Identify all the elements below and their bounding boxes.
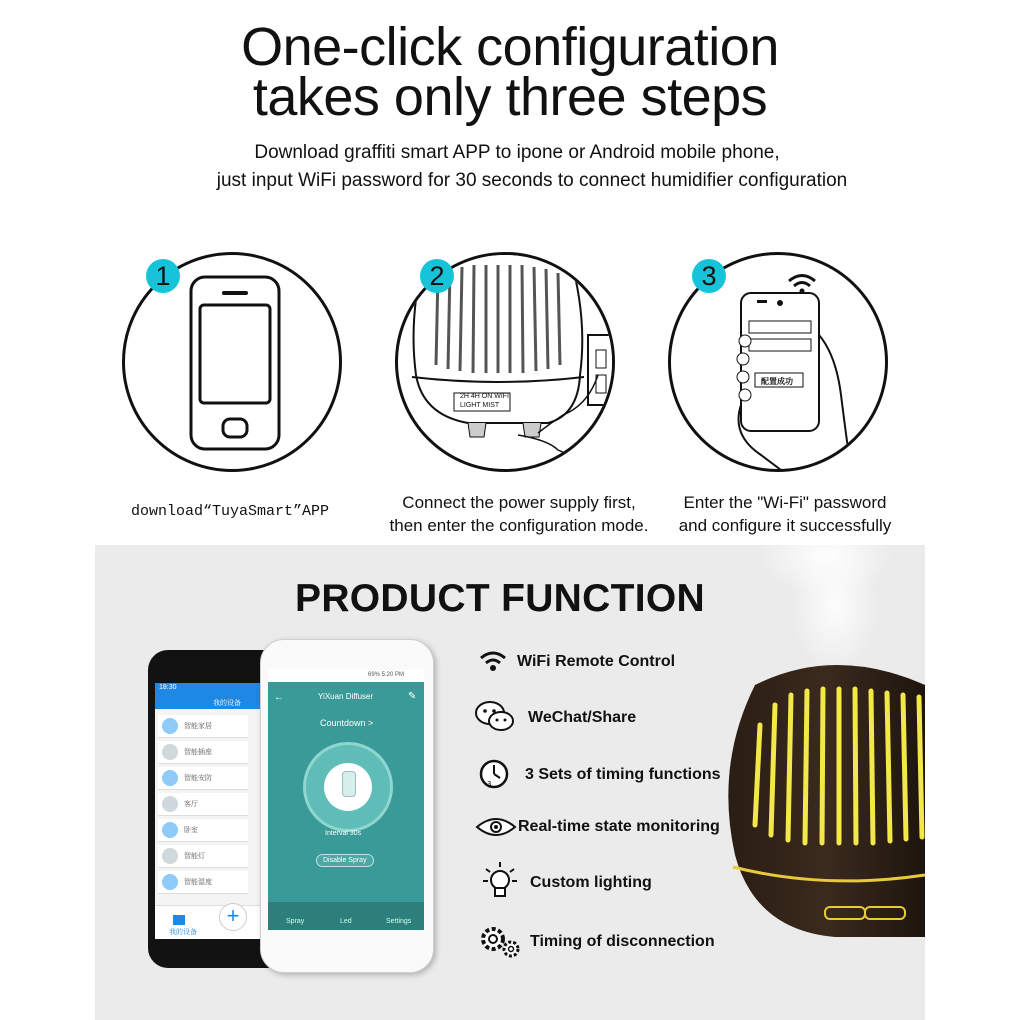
timer-icon [478,758,510,790]
subtitle-line2: just input WiFi password for 30 seconds to connect humidifier configuration [216,170,848,191]
svg-text:3: 3 [487,780,492,788]
step3-caption [660,491,910,537]
home-tab-label: 我的设备 [169,929,197,936]
device-row[interactable] [158,715,248,738]
device-avatar [162,718,178,734]
step2-caption [364,491,674,537]
interval-label: Interval 30s [325,830,362,837]
section-title: PRODUCT FUNCTION [295,577,705,620]
feature-timer [478,758,510,795]
eye-icon [475,815,517,839]
device-name: 智能插座 [184,749,212,756]
spray-dial[interactable] [303,742,393,832]
step2-caption-line2: then enter the configuration mode. [389,516,649,535]
add-device-button[interactable]: + [219,903,247,931]
device-name: 客厅 [184,801,198,808]
feature-label-disconnect: Timing of disconnection [530,933,715,950]
device-avatar [162,874,178,890]
device-name: 智能家居 [184,723,212,730]
headline [0,17,1020,127]
step1-badge: 1 [146,259,180,293]
device-row[interactable] [158,819,248,842]
phone-right-status: 69% 5:20 PM [368,672,405,678]
step2-caption-line1: Connect the power supply first, [402,493,636,512]
headline-line1: One-click configuration [241,17,779,77]
device-row[interactable] [158,741,248,764]
home-tab-icon[interactable] [173,915,185,925]
feature-wechat [474,700,516,739]
headline-line2: takes only three steps [252,67,768,127]
step3-caption-line2: and configure it successfully [678,516,892,535]
device-avatar [162,796,178,812]
tab-settings[interactable]: Settings [386,918,412,925]
wechat-icon [474,700,516,734]
device-avatar [162,770,178,786]
subtitle-line1: Download graffiti smart APP to ipone or Android mobile phone, [254,142,780,163]
step2-badge: 2 [420,259,454,293]
feature-label-lighting: Custom lighting [530,874,652,891]
device-row[interactable] [158,793,248,816]
feature-eye [475,815,517,844]
device-avatar [162,822,178,838]
disable-spray-button[interactable]: Disable Spray [316,854,374,867]
phone-right-screen [268,670,424,930]
diffuser-panel-label: 2H 4H ON WIFI [460,393,510,400]
feature-label-monitoring: Real-time state monitoring [518,818,720,835]
feature-label-wifi: WiFi Remote Control [517,653,676,670]
device-name: 卧室 [184,827,198,834]
device-name: 智能湿度 [184,879,212,886]
diffuser-panel-label2: LIGHT MIST [460,402,500,409]
device-avatar [162,744,178,760]
step3-caption-line1: Enter the "Wi-Fi" password [683,493,887,512]
device-title: YiXuan Diffuser [318,692,374,701]
edit-icon[interactable]: ✎ [408,691,417,702]
feature-wifi [478,648,508,677]
feature-gears [478,924,522,965]
feature-bulb [482,860,518,909]
step3-badge: 3 [692,259,726,293]
phone-left-time: 18:30 [159,684,177,691]
device-name: 智能灯 [184,853,205,860]
back-arrow-icon[interactable]: ← [274,692,284,703]
feature-label-timer: 3 Sets of timing functions [525,766,721,783]
wifi-icon [478,648,508,672]
lightbulb-icon [482,860,518,904]
feature-label-wechat: WeChat/Share [528,709,637,726]
tab-led[interactable]: Led [340,918,352,925]
countdown-link[interactable]: Countdown > [320,718,374,728]
step1-caption: download“TuyaSmart”APP [130,503,330,520]
tab-spray[interactable]: Spray [286,918,305,925]
device-avatar [162,848,178,864]
phone-left-header: 我的设备 [213,700,241,707]
device-row[interactable] [158,767,248,790]
device-name: 智能安防 [184,775,212,782]
phone-success-text: 配置成功 [761,377,793,386]
gears-icon [478,924,522,960]
device-row[interactable] [158,871,248,894]
device-row[interactable] [158,845,248,868]
